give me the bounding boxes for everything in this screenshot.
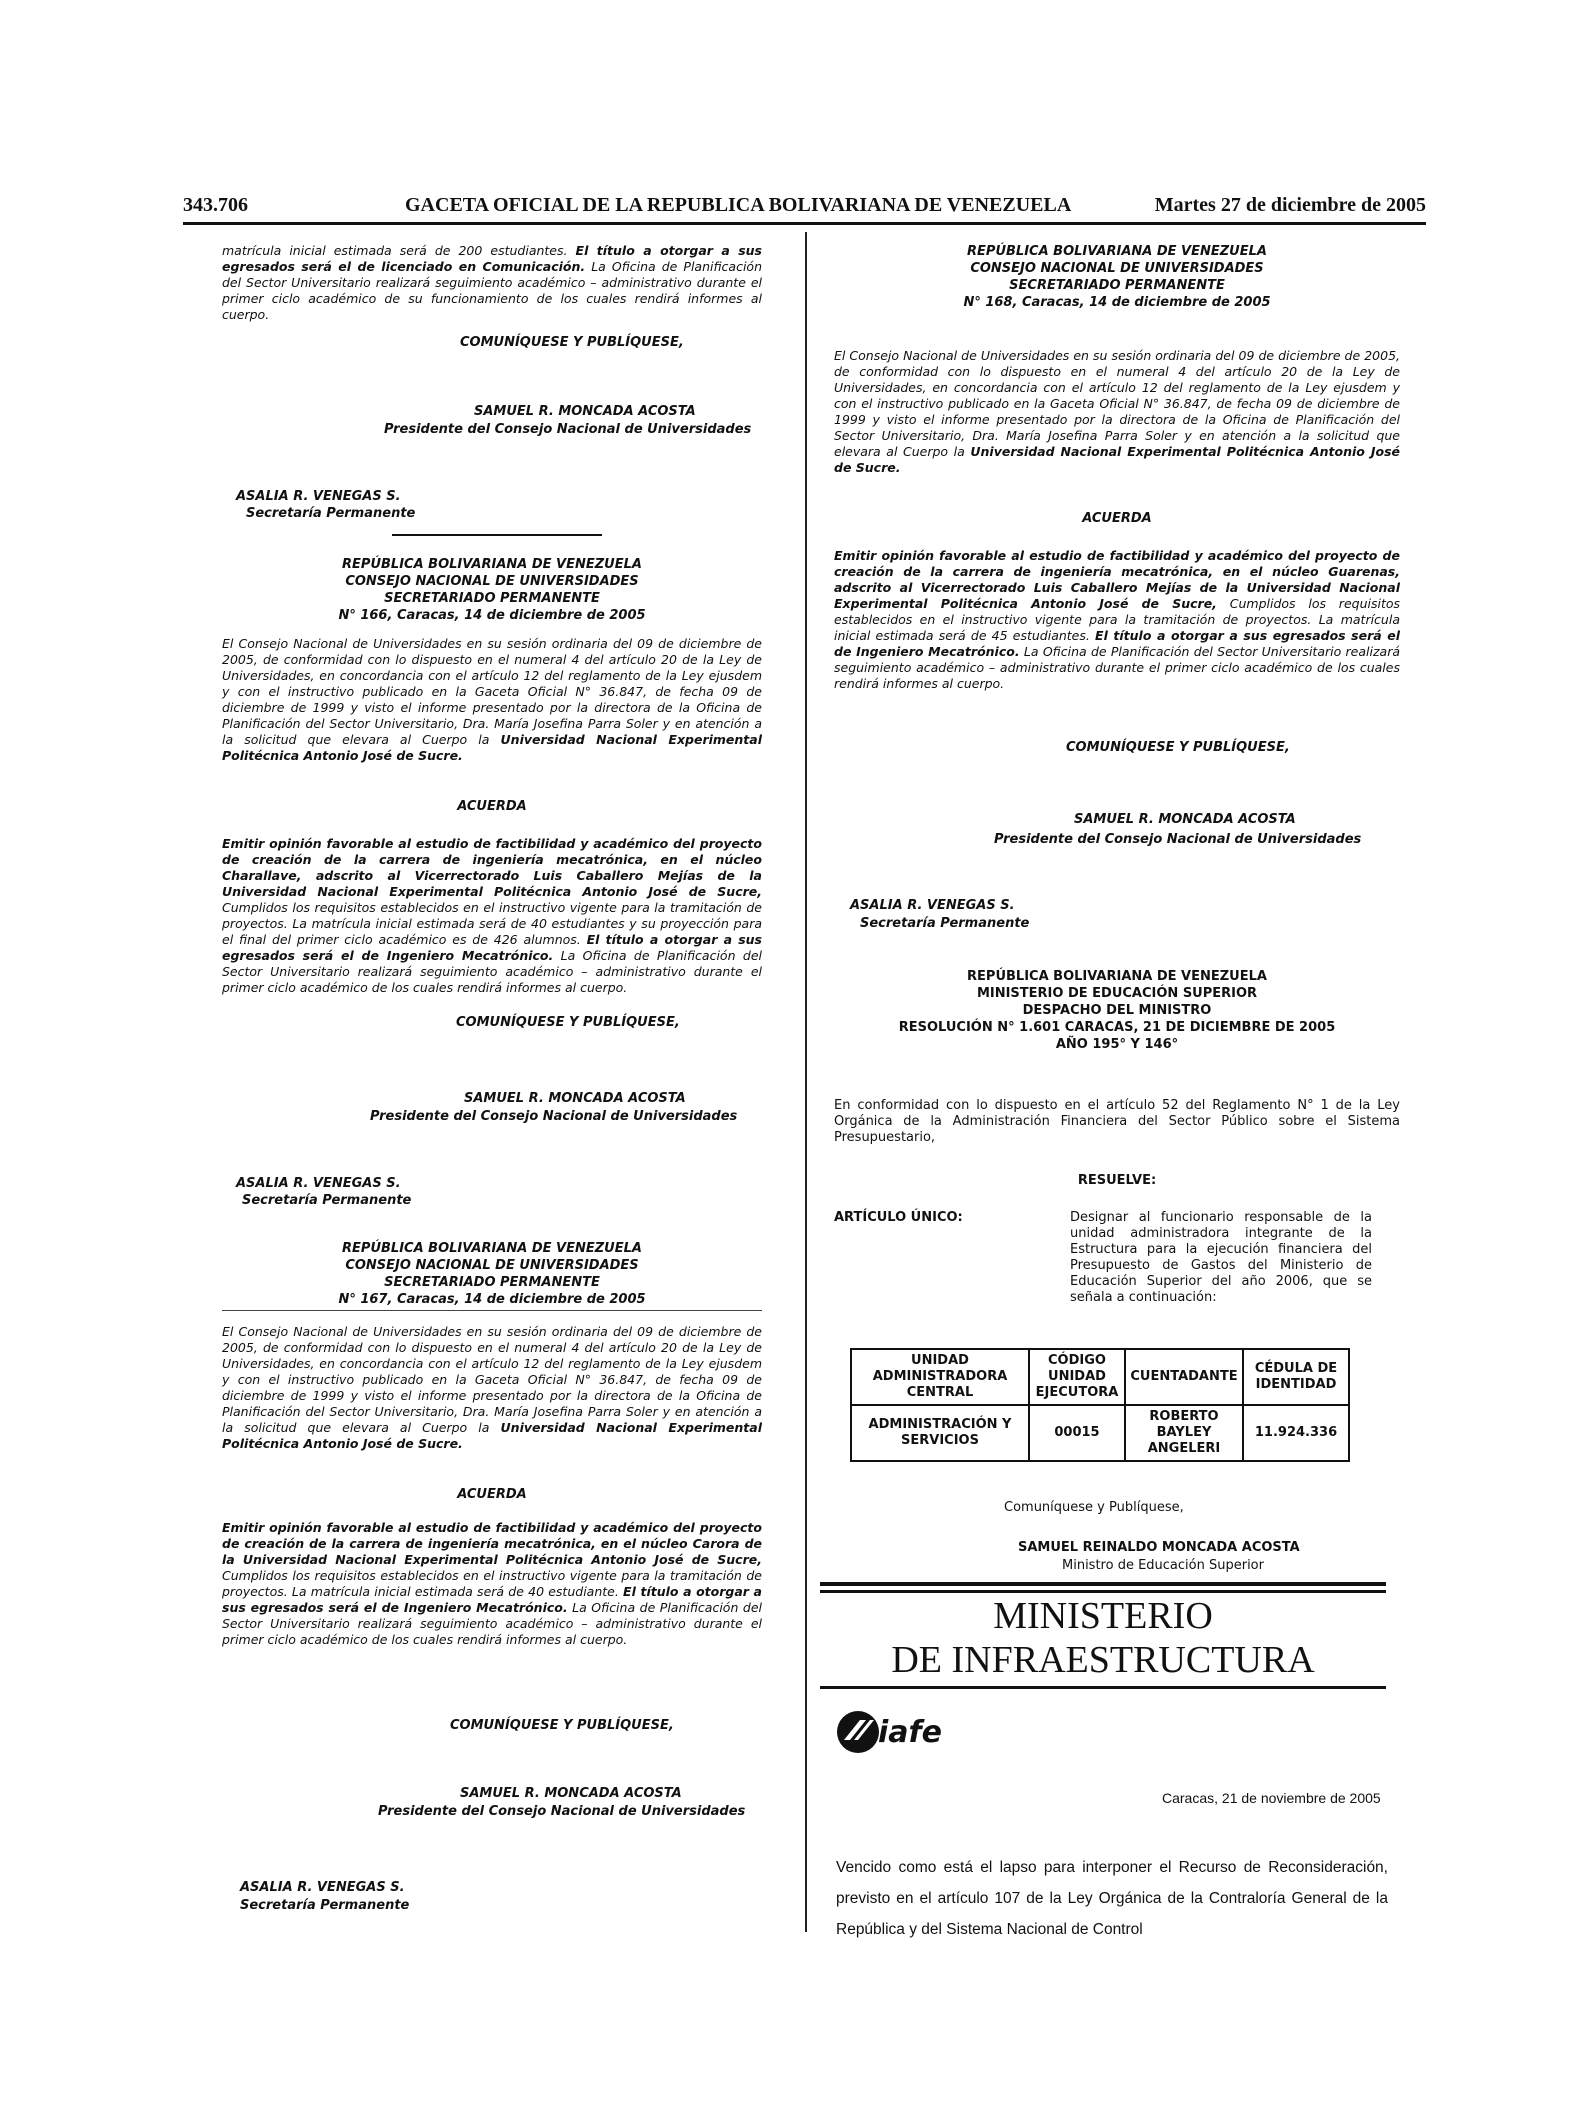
intro-text-b: El título a otorgar a sus egresados será el de licenciado en Comunicación. <box>222 243 762 274</box>
res167-signer: SAMUEL R. MONCADA ACOSTA <box>460 1786 682 1801</box>
iafe-logo-text: iafe <box>878 1715 942 1750</box>
ministry-title-line1: MINISTERIO <box>993 1595 1213 1637</box>
res168-body-b: Universidad Nacional Experimental Politécnica Antonio José de Sucre. <box>834 444 1400 475</box>
res167-ac-a: Emitir opinión favorable al estudio de factibilidad y académico del proyecto de creación de la carrera de ingeniería mecatrónica, en el núcleo Carora de la Universidad Nacional Experimental Politécnica Antonio José de Sucre, <box>222 1520 762 1567</box>
res168-secretary-title: Secretaría Permanente <box>860 916 1030 931</box>
res168-h2: CONSEJO NACIONAL DE UNIVERSIDADES <box>970 261 1264 276</box>
res167-body-b: Universidad Nacional Experimental Politécnica Antonio José de Sucre. <box>222 1420 762 1451</box>
res166-body-a: El Consejo Nacional de Universidades en su sesión ordinaria del 09 de diciembre de 2005, de conformidad con lo dispuesto en el numeral 4 del artículo 20 de la Ley de Universidades, en concordancia con el artículo 12 del reglamento de la Ley ejusdem y con el instructivo publicado en la Gaceta Oficial N° 36.847, de fecha 09 de diciembre de 1999 y visto el informe presentado por la directora de la Oficina de Planificación del Sector Universitario, Dra. María Josefina Parra Soler y en atención a la solicitud que elevara al Cuerpo la <box>222 636 762 747</box>
res168-heading <box>834 243 1400 311</box>
res167-agreement <box>222 1520 762 1648</box>
gazette-header <box>183 194 1426 220</box>
ministry-title-line2: DE INFRAESTRUCTURA <box>891 1639 1315 1681</box>
intro-signer: SAMUEL R. MONCADA ACOSTA <box>474 404 696 419</box>
gazette-title: GACETA OFICIAL DE LA REPUBLICA BOLIVARIANA DE VENEZUELA <box>405 194 1072 216</box>
res168-agreement <box>834 548 1400 692</box>
res166-secretary: ASALIA R. VENEGAS S. <box>236 1176 401 1191</box>
res167-secretary: ASALIA R. VENEGAS S. <box>240 1880 405 1895</box>
res168-body-a: El Consejo Nacional de Universidades en su sesión ordinaria del 09 de diciembre de 2005, de conformidad con lo dispuesto en el numeral 4 del artículo 20 de la Ley de Universidades, en concordancia con el artículo 12 del reglamento de la Ley ejusdem y con el instructivo publicado en la Gaceta Oficial N° 36.847, de fecha 09 de diciembre de 1999 y visto el informe presentado por la directora de la Oficina de Planificación del Sector Universitario, Dra. María Josefina Parra Soler y en atención a la solicitud que elevara al Cuerpo la <box>834 348 1400 459</box>
res167-h4: N° 167, Caracas, 14 de diciembre de 2005 <box>338 1292 646 1307</box>
res166-h2: CONSEJO NACIONAL DE UNIVERSIDADES <box>345 574 639 589</box>
res1601-h5: AÑO 195° Y 146° <box>1055 1037 1179 1052</box>
td-cedula: 11.924.336 <box>1243 1405 1349 1461</box>
res1601-heading <box>834 968 1400 1053</box>
td-codigo: 00015 <box>1029 1405 1125 1461</box>
res166-h1: REPÚBLICA BOLIVARIANA DE VENEZUELA <box>342 557 642 572</box>
res168-signer: SAMUEL R. MONCADA ACOSTA <box>1074 812 1296 827</box>
iafe-date: Caracas, 21 de noviembre de 2005 <box>1162 1790 1381 1806</box>
intro-signer-title: Presidente del Consejo Nacional de Universidades <box>384 422 752 437</box>
res166-signer: SAMUEL R. MONCADA ACOSTA <box>464 1091 686 1106</box>
ministry-title <box>820 1594 1386 1682</box>
res166-heading <box>222 556 762 624</box>
th-codigo: CÓDIGO UNIDAD EJECUTORA <box>1029 1349 1125 1405</box>
res166-signer-title: Presidente del Consejo Nacional de Universidades <box>370 1109 738 1124</box>
res167-h2: CONSEJO NACIONAL DE UNIVERSIDADES <box>345 1258 639 1273</box>
ministry-rule-top-2 <box>820 1590 1386 1593</box>
res166-ac-d: La Oficina de Planificación del Sector Universitario realizará seguimiento académico – administrativo durante el primer ciclo académico de los cuales rendirá informes al cuerpo. <box>222 948 762 995</box>
res166-ac-a: Emitir opinión favorable al estudio de factibilidad y académico del proyecto de creación de la carrera de ingeniería mecatrónica, en el núcleo Charallave, adscrito al Vicerrectorado Luis Caballero Mejías de la Universidad Nacional Experimental Politécnica Antonio José de Sucre, <box>222 836 762 899</box>
res166-acuerda: ACUERDA <box>457 799 527 814</box>
res166-closing: COMUNÍQUESE Y PUBLÍQUESE, <box>456 1015 680 1030</box>
res166-body <box>222 636 762 764</box>
res167-body-a: El Consejo Nacional de Universidades en su sesión ordinaria del 09 de diciembre de 2005, de conformidad con lo dispuesto en el numeral 4 del artículo 20 de la Ley de Universidades, en concordancia con el artículo 12 del reglamento de la Ley ejusdem y con el instructivo publicado en la Gaceta Oficial N° 36.847, de fecha 09 de diciembre de 1999 y visto el informe presentado por la directora de la Oficina de Planificación del Sector Universitario, Dra. María Josefina Parra Soler y en atención a la solicitud que elevara al Cuerpo la <box>222 1324 762 1435</box>
res168-h3: SECRETARIADO PERMANENTE <box>1009 278 1225 293</box>
res166-agreement <box>222 836 762 996</box>
th-unidad: UNIDAD ADMINISTRADORA CENTRAL <box>851 1349 1029 1405</box>
res1601-signer-title: Ministro de Educación Superior <box>1062 1558 1264 1573</box>
ministry-rule-top <box>820 1582 1386 1586</box>
res166-body-b: Universidad Nacional Experimental Politécnica Antonio José de Sucre. <box>222 732 762 763</box>
ministry-rule-bottom <box>820 1686 1386 1689</box>
res167-rule <box>222 1310 762 1311</box>
res1601-closing: Comuníquese y Publíquese, <box>1004 1500 1184 1515</box>
res1601-h3: DESPACHO DEL MINISTRO <box>1022 1003 1212 1018</box>
res167-ac-d: La Oficina de Planificación del Sector Universitario realizará seguimiento académico – administrativo durante el primer ciclo académico de los cuales rendirá informes al cuerpo. <box>222 1600 762 1647</box>
res168-acuerda: ACUERDA <box>1082 511 1152 526</box>
res168-h1: REPÚBLICA BOLIVARIANA DE VENEZUELA <box>967 244 1267 259</box>
separator-rule <box>392 534 602 536</box>
res166-h3: SECRETARIADO PERMANENTE <box>384 591 600 606</box>
res166-secretary-title: Secretaría Permanente <box>242 1193 412 1208</box>
intro-closing: COMUNÍQUESE Y PUBLÍQUESE, <box>460 335 684 350</box>
page-number: 343.706 <box>183 194 248 216</box>
intro-paragraph <box>222 243 762 323</box>
res167-h3: SECRETARIADO PERMANENTE <box>384 1275 600 1290</box>
res167-heading <box>222 1240 762 1308</box>
responsible-table <box>850 1348 1350 1462</box>
res168-closing: COMUNÍQUESE Y PUBLÍQUESE, <box>1066 740 1290 755</box>
res1601-article-label: ARTÍCULO ÚNICO: <box>834 1210 963 1225</box>
intro-secretary-title: Secretaría Permanente <box>246 506 416 521</box>
res1601-body: En conformidad con lo dispuesto en el artículo 52 del Reglamento N° 1 de la Ley Orgánica de la Administración Financiera del Sector Público sobre el Sistema Presupuestario, <box>834 1098 1400 1145</box>
res167-ac-b: Cumplidos los requisitos establecidos en el instructivo vigente para la tramitación de proyectos. La matrícula inicial estimada será de 40 estudiante. <box>222 1568 762 1599</box>
column-divider <box>805 232 807 1932</box>
res168-signer-title: Presidente del Consejo Nacional de Universidades <box>994 832 1362 847</box>
res166-ac-b: Cumplidos los requisitos establecidos en el instructivo vigente para la tramitación de proyectos. La matrícula inicial estimada será de 40 estudiantes y su proyección para el final del primer ciclo académico es de 426 alumnos. <box>222 900 762 947</box>
res167-secretary-title: Secretaría Permanente <box>240 1898 410 1913</box>
res167-body <box>222 1324 762 1452</box>
res168-secretary: ASALIA R. VENEGAS S. <box>850 898 1015 913</box>
header-rule <box>183 222 1426 225</box>
res167-acuerda: ACUERDA <box>457 1487 527 1502</box>
res1601-h2: MINISTERIO DE EDUCACIÓN SUPERIOR <box>976 986 1258 1001</box>
iafe-body: Vencido como está el lapso para interponer el Recurso de Reconsideración, previsto en el artículo 107 de la Ley Orgánica de la Contraloría General de la República y del Sistema Nacional de Control <box>836 1859 1388 1938</box>
res1601-signer: SAMUEL REINALDO MONCADA ACOSTA <box>1018 1540 1300 1555</box>
iafe-swoosh-logo <box>836 1706 966 1758</box>
res1601-h4: RESOLUCIÓN N° 1.601 CARACAS, 21 DE DICIEMBRE DE 2005 <box>898 1020 1336 1035</box>
intro-text-a: matrícula inicial estimada será de 200 estudiantes. <box>222 243 576 258</box>
th-cuentadante: CUENTADANTE <box>1125 1349 1243 1405</box>
res167-signer-title: Presidente del Consejo Nacional de Universidades <box>378 1804 746 1819</box>
td-unidad: ADMINISTRACIÓN Y SERVICIOS <box>851 1405 1029 1461</box>
issue-date: Martes 27 de diciembre de 2005 <box>1154 194 1426 216</box>
intro-secretary: ASALIA R. VENEGAS S. <box>236 489 401 504</box>
intro-text-c: La Oficina de Planificación del Sector Universitario realizará seguimiento académico – administrativo durante el primer ciclo académico de su funcionamiento de los cuales rendirá informes al cuerpo. <box>222 259 763 322</box>
table-row <box>851 1405 1349 1461</box>
res1601-article-text: Designar al funcionario responsable de la unidad administradora integrante de la Estructura para la ejecución financiera del Presupuesto de Gastos del Ministerio de Educación Superior del año 2006, que se señala a continuación: <box>1070 1210 1372 1305</box>
td-cuentadante: ROBERTO BAYLEY ANGELERI <box>1125 1405 1243 1461</box>
table-header-row <box>851 1349 1349 1405</box>
res166-ac-c: El título a otorgar a sus egresados será el de Ingeniero Mecatrónico. <box>222 932 762 963</box>
res166-h4: N° 166, Caracas, 14 de diciembre de 2005 <box>338 608 646 623</box>
res168-ac-c: El título a otorgar a sus egresados será el de Ingeniero Mecatrónico. <box>834 628 1400 659</box>
res168-body <box>834 348 1400 476</box>
res1601-resuelve: RESUELVE: <box>1077 1173 1157 1188</box>
res1601-h1: REPÚBLICA BOLIVARIANA DE VENEZUELA <box>967 969 1267 984</box>
th-cedula: CÉDULA DE IDENTIDAD <box>1243 1349 1349 1405</box>
res168-ac-a: Emitir opinión favorable al estudio de factibilidad y académico del proyecto de creación de la carrera de ingeniería mecatrónica, en el núcleo Guarenas, adscrito al Vicerrectorado Luis Caballero Mejías de la Universidad Nacional Experimental Politécnica Antonio José de Sucre, <box>834 548 1400 611</box>
res167-ac-c: El título a otorgar a sus egresados será el de Ingeniero Mecatrónico. <box>222 1584 762 1615</box>
res168-ac-d: La Oficina de Planificación del Sector Universitario realizará seguimiento académico – administrativo durante el primer ciclo académico de los cuales rendirá informes al cuerpo. <box>834 644 1400 691</box>
responsible-table-wrap <box>850 1348 1350 1462</box>
res168-ac-b: Cumplidos los requisitos establecidos en el instructivo vigente para la tramitación de proyectos. La matrícula inicial estimada será de 45 estudiantes. <box>834 596 1401 643</box>
res168-h4: N° 168, Caracas, 14 de diciembre de 2005 <box>963 295 1271 310</box>
res167-h1: REPÚBLICA BOLIVARIANA DE VENEZUELA <box>342 1241 642 1256</box>
iafe-logo-icon <box>836 1706 966 1758</box>
res167-closing: COMUNÍQUESE Y PUBLÍQUESE, <box>450 1718 674 1733</box>
